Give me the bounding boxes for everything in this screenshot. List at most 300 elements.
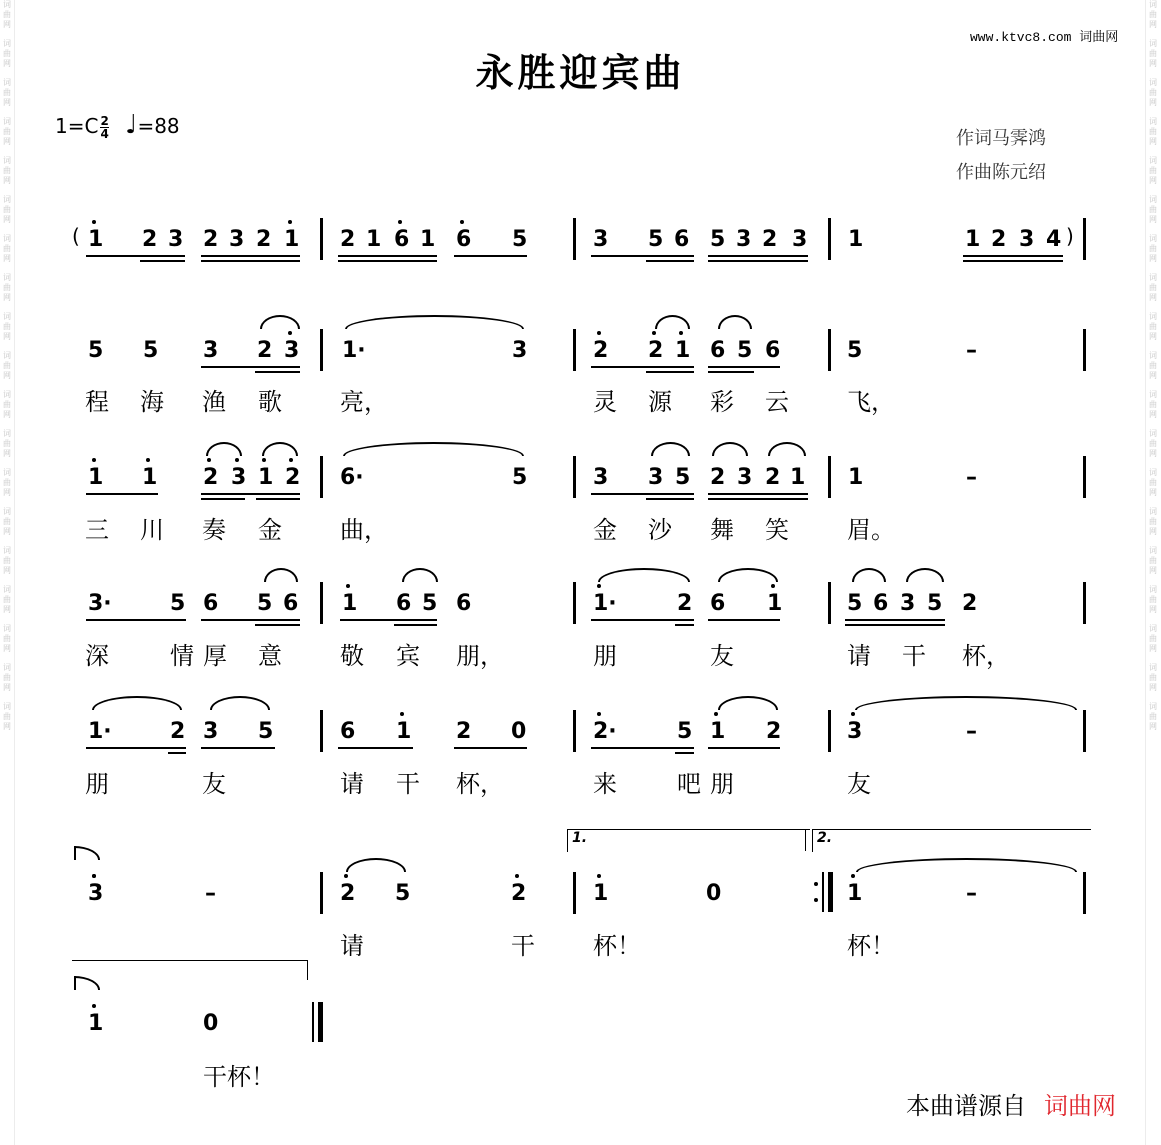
lyric: 意 <box>258 642 282 670</box>
octave-dot <box>597 712 601 716</box>
note: 2 <box>593 338 609 363</box>
note: 5 <box>143 338 159 363</box>
barline <box>320 329 323 371</box>
beam-underline <box>454 255 527 257</box>
tie-slur <box>852 568 886 582</box>
lyric: 歌 <box>258 388 282 416</box>
tie-slur <box>856 858 1077 872</box>
edge-watermark-text: 词 曲 网 <box>3 663 11 692</box>
site-name: 词曲网 <box>1079 30 1119 45</box>
lyric: 情 <box>170 642 194 670</box>
tie-slur <box>345 315 524 329</box>
edge-watermark-text: 词 曲 网 <box>3 429 11 458</box>
edge-watermark-text: 词 曲 网 <box>1149 390 1157 419</box>
lyric: 来 <box>593 770 617 798</box>
lyricist: 作词马霁鸿 <box>956 128 1046 149</box>
edge-watermark-text: 词 曲 网 <box>1149 468 1157 497</box>
edge-watermark-text: 词 曲 网 <box>3 507 11 536</box>
footer-text: 本曲谱源自 <box>906 1092 1026 1120</box>
beam-underline <box>255 619 300 621</box>
edge-watermark-text: 词 曲 网 <box>3 585 11 614</box>
beam-underline <box>140 260 185 262</box>
note: 0 <box>203 1011 219 1036</box>
barline <box>1083 329 1086 371</box>
lyric: 舞 <box>710 516 734 544</box>
octave-dot <box>771 584 775 588</box>
note: 6 <box>710 591 726 616</box>
note: 2 <box>256 227 272 252</box>
lyric: 笑 <box>765 516 789 544</box>
barline <box>320 456 323 498</box>
tie-slur <box>346 858 406 872</box>
beam-underline <box>675 752 694 754</box>
note: 1 <box>790 465 806 490</box>
barline <box>573 872 576 914</box>
beam-underline <box>256 498 300 500</box>
open-paren: ( <box>72 224 80 248</box>
edge-watermark-text: 词 曲 网 <box>3 273 11 302</box>
beam-underline <box>86 619 186 621</box>
note: 2 <box>456 719 472 744</box>
note: 2 <box>340 227 356 252</box>
note: 1 <box>396 719 412 744</box>
note: 5 <box>648 227 664 252</box>
edge-watermark-text: 词 曲 网 <box>1149 273 1157 302</box>
lyric: 杯！ <box>847 932 895 960</box>
edge-watermark-text: 词 曲 网 <box>1149 234 1157 263</box>
beam-underline <box>255 624 300 626</box>
octave-dot <box>207 458 211 462</box>
lyric: 川 <box>140 516 164 544</box>
note: 3 <box>847 719 863 744</box>
song-title: 永胜迎宾曲 <box>475 50 686 95</box>
beam-underline <box>963 255 1063 257</box>
edge-watermark-text: 词 曲 网 <box>1149 663 1157 692</box>
lyric: 友 <box>847 770 871 798</box>
tie-slur <box>651 442 690 456</box>
note: 6 <box>674 227 690 252</box>
edge-watermark-text: 词 曲 网 <box>3 702 11 731</box>
note: 6 <box>283 591 299 616</box>
tie-slur <box>206 442 242 456</box>
tie-slur <box>718 315 752 329</box>
octave-dot <box>92 458 96 462</box>
note: 1· <box>88 719 112 744</box>
tie-slur <box>598 568 690 582</box>
site-url: www.ktvc8.com <box>970 30 1072 45</box>
repeat-dot <box>814 882 818 886</box>
lyric: 程 <box>85 388 109 416</box>
edge-watermark-text: 词 曲 网 <box>1149 585 1157 614</box>
lyric: 杯， <box>962 642 1010 670</box>
edge-watermark-text: 词 曲 网 <box>1149 624 1157 653</box>
octave-dot <box>146 458 150 462</box>
edge-watermark-text: 词 曲 网 <box>3 117 11 146</box>
edge-watermark-text: 词 曲 网 <box>3 624 11 653</box>
lyric: 请 <box>340 770 364 798</box>
edge-watermark-text: 词 曲 网 <box>3 390 11 419</box>
tie-slur <box>655 315 690 329</box>
note: 3 <box>231 465 247 490</box>
octave-dot <box>851 874 855 878</box>
edge-watermark-text: 词 曲 网 <box>3 234 11 263</box>
barline <box>828 582 831 624</box>
repeat-thick <box>828 872 833 912</box>
note: 5 <box>710 227 726 252</box>
note: 1· <box>593 591 617 616</box>
note: 1 <box>965 227 981 252</box>
beam-underline <box>708 260 808 262</box>
note: 2 <box>170 719 186 744</box>
right-watermark-strip <box>1145 0 1160 1145</box>
note: 2 <box>962 591 978 616</box>
note: 3 <box>1019 227 1035 252</box>
edge-watermark-text: 词 曲 网 <box>3 546 11 575</box>
note: 3 <box>203 338 219 363</box>
lyric: 云 <box>765 388 789 416</box>
tie-slur <box>718 696 778 710</box>
note: 5 <box>512 465 528 490</box>
tie-slur <box>343 442 524 456</box>
octave-dot <box>679 331 683 335</box>
note: 1 <box>710 719 726 744</box>
note: 5 <box>675 465 691 490</box>
note: 6 <box>394 227 410 252</box>
barline <box>573 329 576 371</box>
time-top: 2 <box>100 114 109 128</box>
note: 2 <box>142 227 158 252</box>
note: 2 <box>766 719 782 744</box>
note: 1· <box>342 338 366 363</box>
beam-underline <box>140 255 185 257</box>
barline <box>573 582 576 624</box>
note: 1 <box>342 591 358 616</box>
octave-dot <box>851 712 855 716</box>
note: 2 <box>762 227 778 252</box>
beam-underline <box>338 255 437 257</box>
barline <box>828 456 831 498</box>
note: 5 <box>170 591 186 616</box>
edge-watermark-text: 词 曲 网 <box>1149 0 1157 29</box>
note: 5 <box>88 338 104 363</box>
octave-dot <box>597 331 601 335</box>
beam-underline <box>708 493 808 495</box>
lyric: 彩 <box>710 388 734 416</box>
note: – <box>966 465 977 490</box>
note: 1 <box>88 227 104 252</box>
octave-dot <box>262 458 266 462</box>
beam-underline <box>963 260 1063 262</box>
lyric: 朋 <box>593 642 617 670</box>
note: 5 <box>847 591 863 616</box>
lyric: 干杯！ <box>203 1063 275 1091</box>
note: 3 <box>512 338 528 363</box>
repeat-dot <box>814 898 818 902</box>
volta-1-bracket: 1. <box>567 829 810 852</box>
note: 2 <box>203 227 219 252</box>
note: 2 <box>257 338 273 363</box>
lyric: 金 <box>258 516 282 544</box>
source-footer <box>906 1086 1116 1121</box>
note: 3 <box>792 227 808 252</box>
note: 6 <box>340 719 356 744</box>
octave-dot <box>289 458 293 462</box>
beam-underline <box>255 366 300 368</box>
lyric: 源 <box>648 388 672 416</box>
beam-underline <box>646 260 694 262</box>
note: 5 <box>395 881 411 906</box>
tie-end <box>74 846 100 860</box>
lyric: 飞， <box>847 388 895 416</box>
note: – <box>966 719 977 744</box>
coda-line-end <box>307 960 308 980</box>
final-thin <box>312 1002 314 1042</box>
note: 5 <box>512 227 528 252</box>
note: 1 <box>88 1011 104 1036</box>
note: 3 <box>284 338 300 363</box>
edge-watermark-text: 词 曲 网 <box>3 312 11 341</box>
note: 6 <box>396 591 412 616</box>
barline <box>573 710 576 752</box>
beam-underline <box>256 493 300 495</box>
final-thick <box>318 1002 323 1042</box>
octave-dot <box>288 220 292 224</box>
octave-dot <box>235 458 239 462</box>
note: 1 <box>258 465 274 490</box>
beam-underline <box>708 498 808 500</box>
barline <box>1083 710 1086 752</box>
note: 2 <box>511 881 527 906</box>
note: 6· <box>340 465 364 490</box>
volta-1-end <box>805 829 806 851</box>
note: 2 <box>340 881 356 906</box>
edge-watermark-text: 词 曲 网 <box>1149 702 1157 731</box>
beam-underline <box>394 624 437 626</box>
note: – <box>966 338 977 363</box>
note: 2 <box>991 227 1007 252</box>
note: 1 <box>767 591 783 616</box>
beam-underline <box>708 619 780 621</box>
beam-underline <box>646 493 694 495</box>
lyric: 金 <box>593 516 617 544</box>
note: 6 <box>456 591 472 616</box>
lyric: 海 <box>140 388 164 416</box>
beam-underline <box>675 747 694 749</box>
beam-underline <box>646 371 694 373</box>
octave-dot <box>346 584 350 588</box>
barline <box>320 218 323 260</box>
note: 3 <box>593 465 609 490</box>
beam-underline <box>708 255 808 257</box>
note: 2 <box>677 591 693 616</box>
octave-dot <box>92 874 96 878</box>
barline <box>828 329 831 371</box>
key-label: 1=C <box>55 114 99 138</box>
barline <box>573 456 576 498</box>
lyric: 友 <box>710 642 734 670</box>
beam-underline <box>708 371 754 373</box>
lyric: 厚 <box>203 642 227 670</box>
beam-underline <box>708 366 754 368</box>
tie-end <box>74 976 100 990</box>
edge-watermark-text: 词 曲 网 <box>1149 546 1157 575</box>
time-bottom: 4 <box>100 127 109 141</box>
octave-dot <box>597 584 601 588</box>
lyric: 杯， <box>456 770 504 798</box>
repeat-thin <box>822 872 824 912</box>
note: 3 <box>737 465 753 490</box>
edge-watermark-text: 词 曲 网 <box>1149 39 1157 68</box>
lyric: 灵 <box>593 388 617 416</box>
barline <box>320 872 323 914</box>
note: 2 <box>203 465 219 490</box>
tie-slur <box>260 315 300 329</box>
note: 1 <box>142 465 158 490</box>
octave-dot <box>92 1004 96 1008</box>
note: 4 <box>1046 227 1062 252</box>
beam-underline <box>454 747 527 749</box>
lyric: 眉。 <box>847 516 895 544</box>
octave-dot <box>515 874 519 878</box>
note: 2 <box>710 465 726 490</box>
tempo-note-icon: ♩ <box>125 110 138 140</box>
close-paren: ) <box>1066 224 1074 248</box>
note: – <box>966 881 977 906</box>
octave-dot <box>597 874 601 878</box>
beam-underline <box>646 498 694 500</box>
beam-underline <box>201 498 245 500</box>
note: 3· <box>88 591 112 616</box>
note: 2 <box>285 465 301 490</box>
edge-watermark-text: 词 曲 网 <box>1149 429 1157 458</box>
beam-underline <box>646 255 694 257</box>
barline <box>1083 218 1086 260</box>
edge-watermark-text: 词 曲 网 <box>3 0 11 29</box>
tie-slur <box>402 568 438 582</box>
tempo-value: =88 <box>137 114 180 138</box>
lyric: 请 <box>340 932 364 960</box>
note: 2 <box>648 338 664 363</box>
note: 6 <box>456 227 472 252</box>
note: 5 <box>737 338 753 363</box>
tie-slur <box>264 568 298 582</box>
edge-watermark-text: 词 曲 网 <box>1149 78 1157 107</box>
note: 3 <box>593 227 609 252</box>
lyric: 友 <box>202 770 226 798</box>
beam-underline <box>168 747 186 749</box>
edge-watermark-text: 词 曲 网 <box>3 468 11 497</box>
tie-slur <box>210 696 270 710</box>
edge-watermark-text: 词 曲 网 <box>1149 195 1157 224</box>
left-watermark-strip <box>0 0 15 1145</box>
time-signature <box>100 115 108 140</box>
octave-dot <box>92 220 96 224</box>
volta-2-bracket: 2. <box>812 829 1091 852</box>
lyric: 干 <box>902 642 926 670</box>
note: 5 <box>258 719 274 744</box>
beam-underline <box>201 260 300 262</box>
note: 0 <box>511 719 527 744</box>
edge-watermark-text: 词 曲 网 <box>3 195 11 224</box>
edge-watermark-text: 词 曲 网 <box>3 351 11 380</box>
note: 3 <box>736 227 752 252</box>
note: 2· <box>593 719 617 744</box>
note: 3 <box>203 719 219 744</box>
beam-underline <box>675 624 694 626</box>
note: 1 <box>848 465 864 490</box>
lyric: 亮， <box>340 388 388 416</box>
lyric: 朋 <box>710 770 734 798</box>
lyric: 请 <box>847 642 871 670</box>
barline <box>320 710 323 752</box>
barline <box>828 710 831 752</box>
note: 1 <box>848 227 864 252</box>
tie-slur <box>768 442 806 456</box>
barline <box>320 582 323 624</box>
beam-underline <box>675 619 694 621</box>
note: 5 <box>257 591 273 616</box>
beam-underline <box>338 747 413 749</box>
edge-watermark-text: 词 曲 网 <box>3 78 11 107</box>
note: 6 <box>710 338 726 363</box>
note: 0 <box>706 881 722 906</box>
note: 3 <box>229 227 245 252</box>
beam-underline <box>845 619 945 621</box>
note: 5 <box>927 591 943 616</box>
coda-line <box>72 960 308 961</box>
edge-watermark-text: 词 曲 网 <box>1149 156 1157 185</box>
note: 3 <box>168 227 184 252</box>
beam-underline <box>255 371 300 373</box>
key-signature <box>55 110 180 140</box>
beam-underline <box>86 493 158 495</box>
tie-slur <box>855 696 1077 710</box>
note: 1 <box>366 227 382 252</box>
note: 1 <box>420 227 436 252</box>
note: 6 <box>765 338 781 363</box>
edge-watermark-text: 词 曲 网 <box>3 156 11 185</box>
note: 5 <box>677 719 693 744</box>
note: – <box>205 881 216 906</box>
beam-underline <box>708 747 780 749</box>
lyric: 吧 <box>677 770 701 798</box>
lyric: 沙 <box>648 516 672 544</box>
edge-watermark-text: 词 曲 网 <box>1149 507 1157 536</box>
note: 2 <box>765 465 781 490</box>
barline <box>1083 456 1086 498</box>
lyric: 朋 <box>85 770 109 798</box>
note: 5 <box>422 591 438 616</box>
composer: 作曲陈元绍 <box>956 162 1046 183</box>
beam-underline <box>394 619 437 621</box>
note: 1 <box>675 338 691 363</box>
note: 1 <box>847 881 863 906</box>
edge-watermark-text: 词 曲 网 <box>3 39 11 68</box>
octave-dot <box>400 712 404 716</box>
lyric: 干 <box>511 932 535 960</box>
lyric: 干 <box>396 770 420 798</box>
beam-underline <box>646 366 694 368</box>
note: 6 <box>203 591 219 616</box>
barline <box>1083 872 1086 914</box>
tie-slur <box>712 442 748 456</box>
lyric: 朋， <box>456 642 504 670</box>
note: 1 <box>593 881 609 906</box>
beam-underline <box>338 260 437 262</box>
octave-dot <box>652 331 656 335</box>
barline <box>573 218 576 260</box>
lyric: 三 <box>85 516 109 544</box>
